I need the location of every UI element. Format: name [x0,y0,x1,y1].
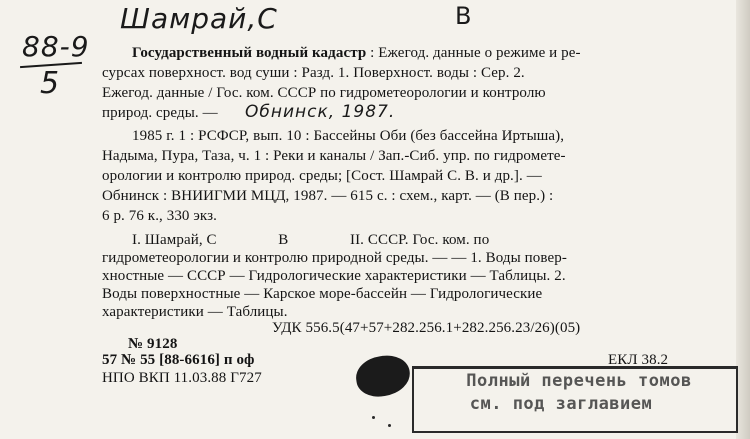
series-code: 57 № 55 [88-6616] п оф [102,352,255,368]
volume-line-3: орологии и контролю природ. среды; [Сост. Шамрай С. В. и др.]. — [102,168,542,184]
ekl-code: ЕКЛ 38.2 [608,352,669,368]
handwritten-author: Шамрай,С [120,2,278,35]
ink-blot [353,352,412,399]
handwritten-shelf-number: 5 [40,66,61,101]
tracing-line-1-text: I. Шамрай, С В II. СССР. Гос. ком. по [132,232,490,248]
npo-imprint: НПО ВКП 11.03.88 Г727 [102,370,262,386]
handwritten-letter: В [455,2,473,30]
ink-speck [388,424,391,427]
stamp-line-2: см. под заглавием [469,394,653,414]
card-number: № 9128 [128,336,178,352]
description-line-1 [132,45,581,62]
volume-line-5: 6 р. 76 к., 330 экз. [102,208,217,224]
tracing-line-5: характеристики — Таблицы. [102,304,288,320]
tracing-line-2: гидрометеорологии и контролю природной среды. — — 1. Воды повер- [102,250,567,266]
tracing-line-4: Воды поверхностные — Карское море-бассейн — Гидрологические [102,286,543,302]
ink-speck [372,416,375,419]
description-line-2: сурсах поверхност. вод суши : Разд. 1. Поверхност. воды : Сер. 2. [102,65,525,81]
description-heading: Государственный водный кадастр [132,45,367,61]
stamp-line-1: Полный перечень томов [466,371,692,391]
description-line-4: природ. среды. — [102,105,218,121]
volume-line-1: 1985 г. 1 : РСФСР, вып. 10 : Бассейны Оби (без бассейна Иртыша), [132,128,565,144]
volume-line-2: Надыма, Пура, Таза, ч. 1 : Реки и каналы / Зап.-Сиб. упр. по гидромете- [102,148,566,164]
tracing-line-1 [132,232,489,249]
description-line-3: Ежегод. данные / Гос. ком. СССР по гидрометеорологии и контролю [102,85,546,101]
udk-index: УДК 556.5(47+57+282.256.1+282.256.23/26)(05) [272,320,581,336]
description-line-1-rest: : Ежегод. данные о режиме и ре- [366,45,581,61]
tracing-line-3: хностные — СССР — Гидрологические характеристики — Таблицы. 2. [102,268,566,284]
volume-line-4: Обнинск : ВНИИГМИ МЦД, 1987. — 615 с. : схем., карт. — (В пер.) : [102,188,554,204]
handwritten-shelf-code: 88-9 [22,30,90,63]
handwritten-place-year: Обнинск, 1987. [245,102,396,122]
